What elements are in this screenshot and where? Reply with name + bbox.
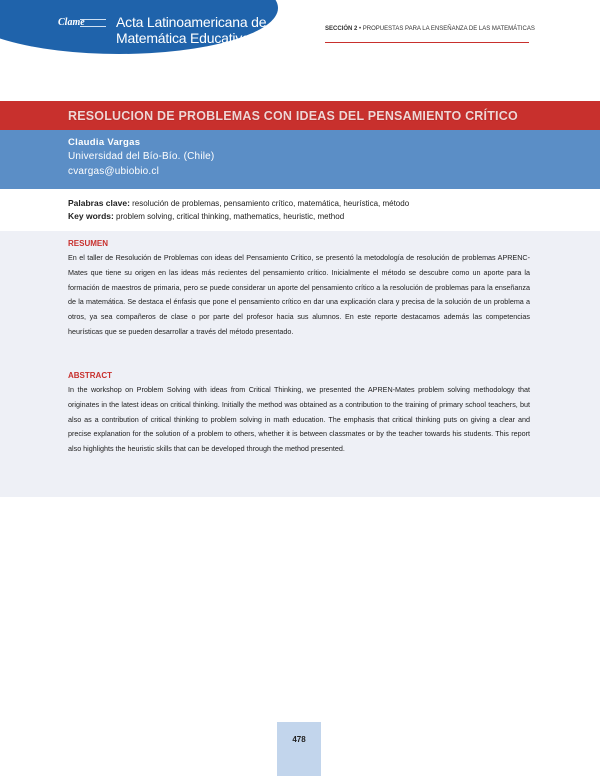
article-title-band [0,101,600,130]
keywords-en-label: Key words: [68,211,114,221]
author-email: cvargas@ubiobio.cl [68,166,160,177]
logo-divider [80,19,106,27]
article-title: RESOLUCION DE PROBLEMAS CON IDEAS DEL PENSAMIENTO CRÍTICO [68,109,518,123]
keywords-es [68,197,409,210]
journal-title: Acta Latinoamericana de Matemática Educativa [116,14,267,46]
section-label: SECCIÓN 2 [325,26,358,32]
abstract-heading: ABSTRACT [68,371,112,380]
section-header-rule [325,42,529,43]
keywords-es-label: Palabras clave: [68,198,130,208]
page-number-tab [277,722,321,776]
keywords-en [68,210,409,223]
keywords-en-text: problem solving, critical thinking, mathematics, heuristic, method [113,212,345,221]
section-text: PROPUESTAS PARA LA ENSEÑANZA DE LAS MATEMÁTICAS [362,26,535,32]
author-band [0,130,600,189]
resumen-heading: RESUMEN [68,239,109,248]
author-name: Claudia Vargas [68,137,141,148]
keywords-es-text: resolución de problemas, pensamiento crítico, matemática, heurística, método [129,199,410,208]
page-number: 478 [292,735,306,744]
resumen-text: En el taller de Resolución de Problemas con ideas del Pensamiento Crítico, se presentó la metodología de resolución de problemas APRENC-Mates que tiene su origen en las ideas más recientes del pensamiento crítico. Inicialmente el método se descubre como un aporte para la formación de maestros de primaria, pero se puede considerar un aporte del pensamiento crítico a la resolución de problemas para la enseñanza de la matemática. Se destaca el énfasis que pone el pensamiento crítico en dar una explicación clara y precisa de la solución de un problema a otros, ya sea compañeros de clase o por parte del profesor hacia sus alumnos. En este reporte destacamos además las competencias heurísticas que se pueden desarrollar a través del método presentado. [68,253,530,336]
section-bullet: • [357,26,363,32]
clame-logo-text: Clame [58,17,85,28]
abstract-panel [0,231,600,497]
author-affiliation: Universidad del Bío-Bío. (Chile) [68,151,215,162]
keywords-block [68,197,409,223]
section-header [325,26,535,32]
abstract-text: In the workshop on Problem Solving with ideas from Critical Thinking, we presented the APREN-Mates problem solving methodology that originates in the latest ideas on critical thinking. Initially the method was obtained as a contribution to the training of primary school teachers, but also as a contribution of critical thinking to problem solving in math education. The emphasis that critical thinking puts on giving a clear and precise explanation for the solution of a problem to others, whether it is between classmates or by the teacher towards his students. This report also highlights the heuristic skills that can be developed through the method presented. [68,385,530,454]
